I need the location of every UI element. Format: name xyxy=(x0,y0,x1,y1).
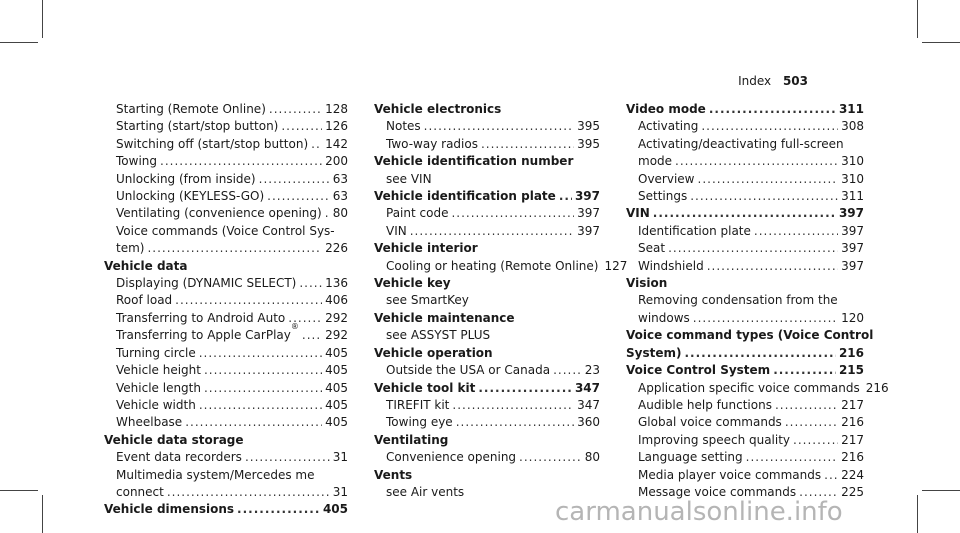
entry-text: Media player voice commands xyxy=(638,467,822,482)
entry-text: Switching off (start/stop button) xyxy=(116,136,309,151)
entry-text: Activating/deactivating full-screen xyxy=(638,136,844,151)
page-ref[interactable]: 397 xyxy=(577,223,600,238)
page-ref[interactable]: 397 xyxy=(574,189,600,204)
page-ref[interactable]: 405 xyxy=(325,397,348,412)
leader-dots xyxy=(245,449,330,466)
entry-text: Improving speech quality xyxy=(638,432,791,447)
entry-text: Transferring to Apple CarPlay xyxy=(116,328,291,343)
entry-text: see Air vents xyxy=(386,484,465,499)
index-subentry xyxy=(104,223,348,240)
leader-dots xyxy=(175,292,322,309)
index-subentry xyxy=(104,136,348,153)
leader-dots xyxy=(675,153,838,170)
leader-dots xyxy=(410,223,574,240)
index-subentry xyxy=(104,414,348,431)
index-subentry xyxy=(626,118,864,135)
leader-dots xyxy=(160,153,322,170)
index-subentry xyxy=(374,136,600,153)
index-subentry xyxy=(626,292,864,309)
leader-dots xyxy=(199,397,322,414)
leader-dots xyxy=(653,205,836,222)
entry-text: Ventilating (convenience opening) xyxy=(116,206,322,221)
leader-dots xyxy=(199,345,322,362)
page-ref[interactable]: 136 xyxy=(325,276,348,291)
entry-text: Message voice commands xyxy=(638,484,797,499)
entry-text: Unlocking (from inside) xyxy=(116,171,256,186)
entry-text: Windshield xyxy=(638,258,704,273)
page-ref[interactable]: 126 xyxy=(325,119,348,134)
entry-text: Vehicle width xyxy=(116,397,196,412)
leader-dots xyxy=(451,205,574,222)
crop-mark xyxy=(42,0,43,38)
entry-text: Towing eye xyxy=(386,415,453,430)
index-entry xyxy=(374,380,600,397)
index-subentry xyxy=(104,240,348,257)
crop-mark xyxy=(922,42,960,43)
page-ref[interactable]: 216 xyxy=(841,450,864,465)
index-entry xyxy=(374,275,600,292)
index-subentry xyxy=(374,449,600,466)
index-subentry xyxy=(374,171,600,188)
leader-dots xyxy=(668,240,838,257)
index-subentry xyxy=(104,101,348,118)
index-entry xyxy=(626,362,864,379)
entry-text: TIREFIT kit xyxy=(386,397,450,412)
page-ref[interactable]: 225 xyxy=(841,484,864,499)
index-entry xyxy=(626,101,864,118)
entry-text: Roof load xyxy=(116,293,173,308)
index-subentry xyxy=(374,362,600,379)
entry-text: Video mode xyxy=(626,102,706,116)
leader-dots xyxy=(185,414,322,431)
page-ref[interactable]: 215 xyxy=(838,363,864,378)
index-subentry xyxy=(626,310,864,327)
entry-text: Convenience opening xyxy=(386,450,517,465)
leader-dots xyxy=(147,240,322,257)
leader-dots xyxy=(698,171,839,188)
page-ref[interactable]: 311 xyxy=(841,189,864,204)
page-ref[interactable]: 406 xyxy=(325,293,348,308)
leader-dots xyxy=(325,205,330,222)
leader-dots xyxy=(281,118,322,135)
index-subentry xyxy=(104,153,348,170)
entry-text: Vehicle tool kit xyxy=(374,380,476,395)
entry-text: System) xyxy=(626,345,682,360)
index-subentry xyxy=(626,171,864,188)
index-subentry xyxy=(104,484,348,501)
page-ref[interactable]: 217 xyxy=(841,432,864,447)
index-subentry xyxy=(626,223,864,240)
entry-text: Event data recorders xyxy=(116,450,242,465)
leader-dots xyxy=(519,449,582,466)
index-entry xyxy=(374,310,600,327)
index-subentry xyxy=(104,310,348,327)
crop-mark xyxy=(0,490,38,491)
page-ref[interactable]: 216 xyxy=(865,380,889,395)
entry-text: Voice Control System xyxy=(626,363,771,378)
page-ref[interactable]: 405 xyxy=(322,502,348,517)
entry-text: Voice commands (Voice Control Sys- xyxy=(116,223,335,238)
leader-dots xyxy=(269,101,322,118)
crop-mark xyxy=(0,42,38,43)
index-subentry xyxy=(374,397,600,414)
index-entry xyxy=(374,345,600,362)
crop-mark xyxy=(917,0,918,38)
entry-text: mode xyxy=(638,154,673,169)
entry-text: Identification plate xyxy=(638,223,751,238)
index-subentry xyxy=(104,118,348,135)
page-ref[interactable]: 360 xyxy=(577,415,600,430)
index-subentry xyxy=(104,449,348,466)
index-subentry xyxy=(104,380,348,397)
page-ref[interactable]: 292 xyxy=(325,310,348,325)
entry-text: Vehicle key xyxy=(374,276,451,291)
leader-dots xyxy=(785,414,838,431)
index-label: Index xyxy=(738,74,772,88)
entry-text: Vehicle maintenance xyxy=(374,310,515,325)
entry-text: connect xyxy=(116,484,164,499)
entry-text: VIN xyxy=(386,223,407,238)
entry-text: Settings xyxy=(638,189,688,204)
leader-dots xyxy=(754,223,838,240)
page-ref[interactable]: 311 xyxy=(838,102,864,116)
index-entry xyxy=(374,432,600,449)
index-subentry xyxy=(104,322,348,344)
index-column-3 xyxy=(626,101,889,501)
entry-text: Displaying (DYNAMIC SELECT) xyxy=(116,276,297,291)
entry-text: Vehicle electronics xyxy=(374,102,502,116)
page-ref[interactable]: 31 xyxy=(332,484,348,499)
index-subentry xyxy=(626,467,864,484)
page-ref[interactable]: 226 xyxy=(325,241,348,256)
page-ref[interactable]: 405 xyxy=(325,345,348,360)
entry-text: Voice command types (Voice Control xyxy=(626,328,874,343)
entry-text: Vision xyxy=(626,276,668,291)
leader-dots xyxy=(690,188,838,205)
index-subentry xyxy=(374,223,600,240)
index-subentry xyxy=(374,414,600,431)
entry-text: Paint code xyxy=(386,206,449,221)
entry-text: Vents xyxy=(374,467,413,482)
index-subentry xyxy=(104,171,348,188)
index-entry xyxy=(626,205,864,222)
page-ref[interactable]: 23 xyxy=(584,363,600,378)
index-entry xyxy=(374,153,600,170)
leader-dots xyxy=(693,310,838,327)
leader-dots xyxy=(793,432,838,449)
entry-text: Vehicle dimensions xyxy=(104,502,235,517)
index-subentry xyxy=(374,258,628,275)
index-subentry xyxy=(626,380,889,397)
entry-text: Vehicle height xyxy=(116,363,201,378)
page-ref[interactable]: 63 xyxy=(332,171,348,186)
entry-text: Two-way radios xyxy=(386,136,478,151)
page-ref[interactable]: 395 xyxy=(577,136,600,151)
index-subentry xyxy=(626,432,864,449)
leader-dots xyxy=(302,327,322,344)
page-ref[interactable]: 142 xyxy=(325,136,348,151)
entry-text: Vehicle data xyxy=(104,258,188,273)
watermark: carmanualsonline.info xyxy=(555,497,843,527)
entry-text: Audible help functions xyxy=(638,397,772,412)
entry-text: Vehicle length xyxy=(116,380,201,395)
leader-dots xyxy=(559,188,572,205)
leader-dots xyxy=(701,118,838,135)
entry-text: Vehicle operation xyxy=(374,345,493,360)
entry-text: see VIN xyxy=(386,171,432,186)
entry-text: Notes xyxy=(386,119,421,134)
crop-mark xyxy=(917,495,918,533)
index-entry xyxy=(626,327,874,344)
index-subentry xyxy=(626,153,864,170)
index-subentry xyxy=(104,467,348,484)
leader-dots xyxy=(167,484,330,501)
page-header xyxy=(738,74,808,88)
index-entry xyxy=(374,467,600,484)
page-ref[interactable]: 224 xyxy=(841,467,864,482)
entry-text: Unlocking (KEYLESS-GO) xyxy=(116,189,265,204)
entry-text: see ASSYST PLUS xyxy=(386,328,491,343)
leader-dots xyxy=(204,380,322,397)
leader-dots xyxy=(481,136,574,153)
entry-text: Language setting xyxy=(638,450,743,465)
index-subentry xyxy=(104,205,348,222)
entry-text: Vehicle data storage xyxy=(104,432,244,447)
page-ref[interactable]: 397 xyxy=(841,223,864,238)
entry-text: Vehicle identification plate xyxy=(374,189,556,204)
index-subentry xyxy=(626,397,864,414)
entry-text: see SmartKey xyxy=(386,293,469,308)
leader-dots xyxy=(707,258,838,275)
page-ref[interactable]: 397 xyxy=(841,241,864,256)
page-ref[interactable]: 405 xyxy=(325,415,348,430)
page-ref[interactable]: 397 xyxy=(841,258,864,273)
entry-text: Multimedia system/Mercedes me xyxy=(116,467,315,482)
entry-text: Seat xyxy=(638,241,666,256)
leader-dots xyxy=(311,136,322,153)
index-entry xyxy=(374,240,600,257)
index-subentry xyxy=(626,240,864,257)
page-ref[interactable]: 405 xyxy=(325,380,348,395)
entry-text: Towing xyxy=(116,154,158,169)
leader-dots xyxy=(204,362,322,379)
index-subentry xyxy=(374,205,600,222)
leader-dots xyxy=(709,101,836,118)
entry-text: Global voice commands xyxy=(638,415,782,430)
index-entry xyxy=(104,501,348,518)
index-subentry xyxy=(626,136,864,153)
leader-dots xyxy=(267,188,330,205)
registered-mark: ® xyxy=(290,322,299,332)
page-ref[interactable]: 347 xyxy=(577,397,600,412)
leader-dots xyxy=(452,397,574,414)
page-ref[interactable]: 216 xyxy=(841,415,864,430)
entry-text: Activating xyxy=(638,119,699,134)
index-subentry xyxy=(626,258,864,275)
entry-text: VIN xyxy=(626,206,650,221)
page-ref[interactable]: 292 xyxy=(325,328,348,343)
entry-text: Application specific voice commands xyxy=(638,380,860,395)
index-subentry xyxy=(104,275,348,292)
page-number: 503 xyxy=(782,74,808,88)
page-ref[interactable]: 308 xyxy=(841,119,864,134)
page-ref[interactable]: 310 xyxy=(841,171,864,186)
entry-text: Vehicle interior xyxy=(374,241,478,256)
index-subentry xyxy=(374,292,600,309)
index-subentry xyxy=(374,327,600,344)
index-subentry xyxy=(104,397,348,414)
crop-mark xyxy=(42,495,43,533)
entry-text: Ventilating xyxy=(374,432,449,447)
page-ref[interactable]: 80 xyxy=(332,206,348,221)
leader-dots xyxy=(456,414,574,431)
leader-dots xyxy=(775,397,838,414)
entry-text: windows xyxy=(638,310,690,325)
entry-text: Starting (Remote Online) xyxy=(116,102,266,116)
entry-text: Removing condensation from the xyxy=(638,293,838,308)
page-ref[interactable]: 120 xyxy=(841,310,864,325)
index-subentry xyxy=(626,449,864,466)
page-ref[interactable]: 200 xyxy=(325,154,348,169)
page-ref[interactable]: 310 xyxy=(841,154,864,169)
page-ref[interactable]: 128 xyxy=(325,102,348,116)
page-ref[interactable]: 217 xyxy=(841,397,864,412)
index-entry xyxy=(374,101,600,118)
leader-dots xyxy=(237,501,320,518)
page-ref[interactable]: 397 xyxy=(577,206,600,221)
entry-text: Outside the USA or Canada xyxy=(386,363,551,378)
leader-dots xyxy=(746,449,838,466)
index-entry xyxy=(104,258,348,275)
entry-text: Overview xyxy=(638,171,695,186)
entry-text: Turning circle xyxy=(116,345,196,360)
leader-dots xyxy=(424,118,574,135)
page-ref[interactable]: 63 xyxy=(332,189,348,204)
leader-dots xyxy=(259,171,330,188)
leader-dots xyxy=(824,467,838,484)
page-ref[interactable]: 127 xyxy=(604,258,628,273)
index-subentry xyxy=(104,345,348,362)
entry-text: Starting (start/stop button) xyxy=(116,119,279,134)
page-ref[interactable]: 31 xyxy=(332,450,348,465)
index-column-1 xyxy=(104,101,348,519)
page-ref[interactable]: 405 xyxy=(325,363,348,378)
page-ref[interactable]: 397 xyxy=(838,206,864,221)
leader-dots xyxy=(773,362,836,379)
leader-dots xyxy=(684,345,835,362)
entry-text: Wheelbase xyxy=(116,415,183,430)
entry-text: Transferring to Android Auto xyxy=(116,310,286,325)
index-subentry xyxy=(104,188,348,205)
entry-text: tem) xyxy=(116,241,145,256)
index-column-2 xyxy=(374,101,628,501)
page-ref[interactable]: 80 xyxy=(584,450,600,465)
page-ref[interactable]: 395 xyxy=(577,119,600,134)
page-ref[interactable]: 347 xyxy=(574,380,600,395)
page-ref[interactable]: 216 xyxy=(838,345,864,360)
entry-text: Cooling or heating (Remote Online) xyxy=(386,258,599,273)
index-subentry xyxy=(104,292,348,309)
index-entry xyxy=(626,275,864,292)
index-subentry xyxy=(626,414,864,431)
index-entry xyxy=(104,432,348,449)
index-entry xyxy=(626,345,864,362)
leader-dots xyxy=(553,362,582,379)
index-subentry xyxy=(626,188,864,205)
crop-mark xyxy=(922,490,960,491)
leader-dots xyxy=(299,275,322,292)
index-subentry xyxy=(374,118,600,135)
entry-text: Vehicle identification number xyxy=(374,154,574,169)
index-entry xyxy=(374,188,600,205)
index-subentry xyxy=(104,362,348,379)
leader-dots xyxy=(478,380,572,397)
